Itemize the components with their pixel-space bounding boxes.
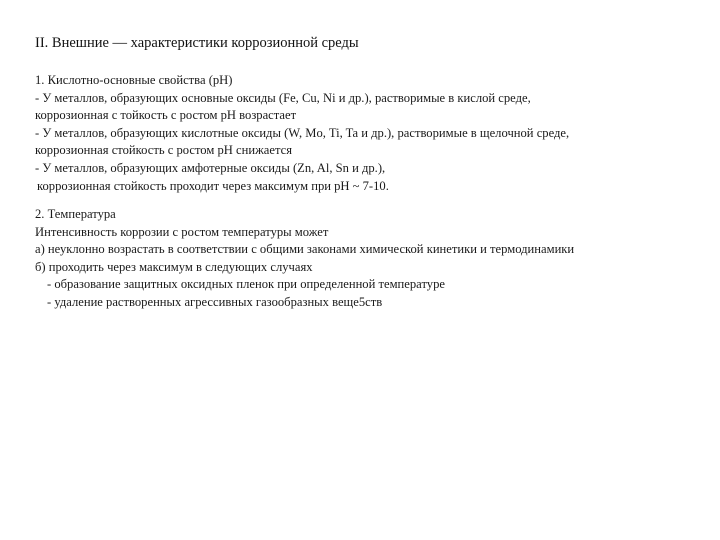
section-heading-temperature: 2. Температура [35,207,116,221]
section-ph [35,72,715,195]
text-line: - удаление растворенных агрессивных газообразных веще5ств [47,294,383,309]
text-line: - У металлов, образующих амфотерные оксиды (Zn, Al, Sn и др.), [35,160,386,175]
text-line: коррозионная стойкость с ростом pH снижается [35,143,293,158]
slide-title: II. Внешние — характеристики коррозионной среды [35,35,359,51]
section-temperature [35,206,715,312]
text-line: коррозионная стойкость проходит через максимум при pH ~ 7-10. [37,178,389,193]
text-line: - У металлов, образующих основные оксиды (Fe, Cu, Ni и др.), растворимые в кислой среде, [35,90,531,105]
text-line: - У металлов, образующих кислотные оксиды (W, Mo, Ti, Ta и др.), растворимые в щелочной среде, [35,125,570,140]
text-line: б) проходить через максимум в следующих случаях [35,259,313,274]
text-line: коррозионная с тойкость с ростом pH возрастает [35,108,297,123]
text-line: - образование защитных оксидных пленок при определенной температуре [47,277,445,292]
text-line: а) неуклонно возрастать в соответствии с общими законами химической кинетики и термодинамики [35,242,575,257]
text-line: Интенсивность коррозии с ростом температуры может [35,224,329,239]
section-heading-ph: 1. Кислотно-основные свойства (pH) [35,73,233,87]
